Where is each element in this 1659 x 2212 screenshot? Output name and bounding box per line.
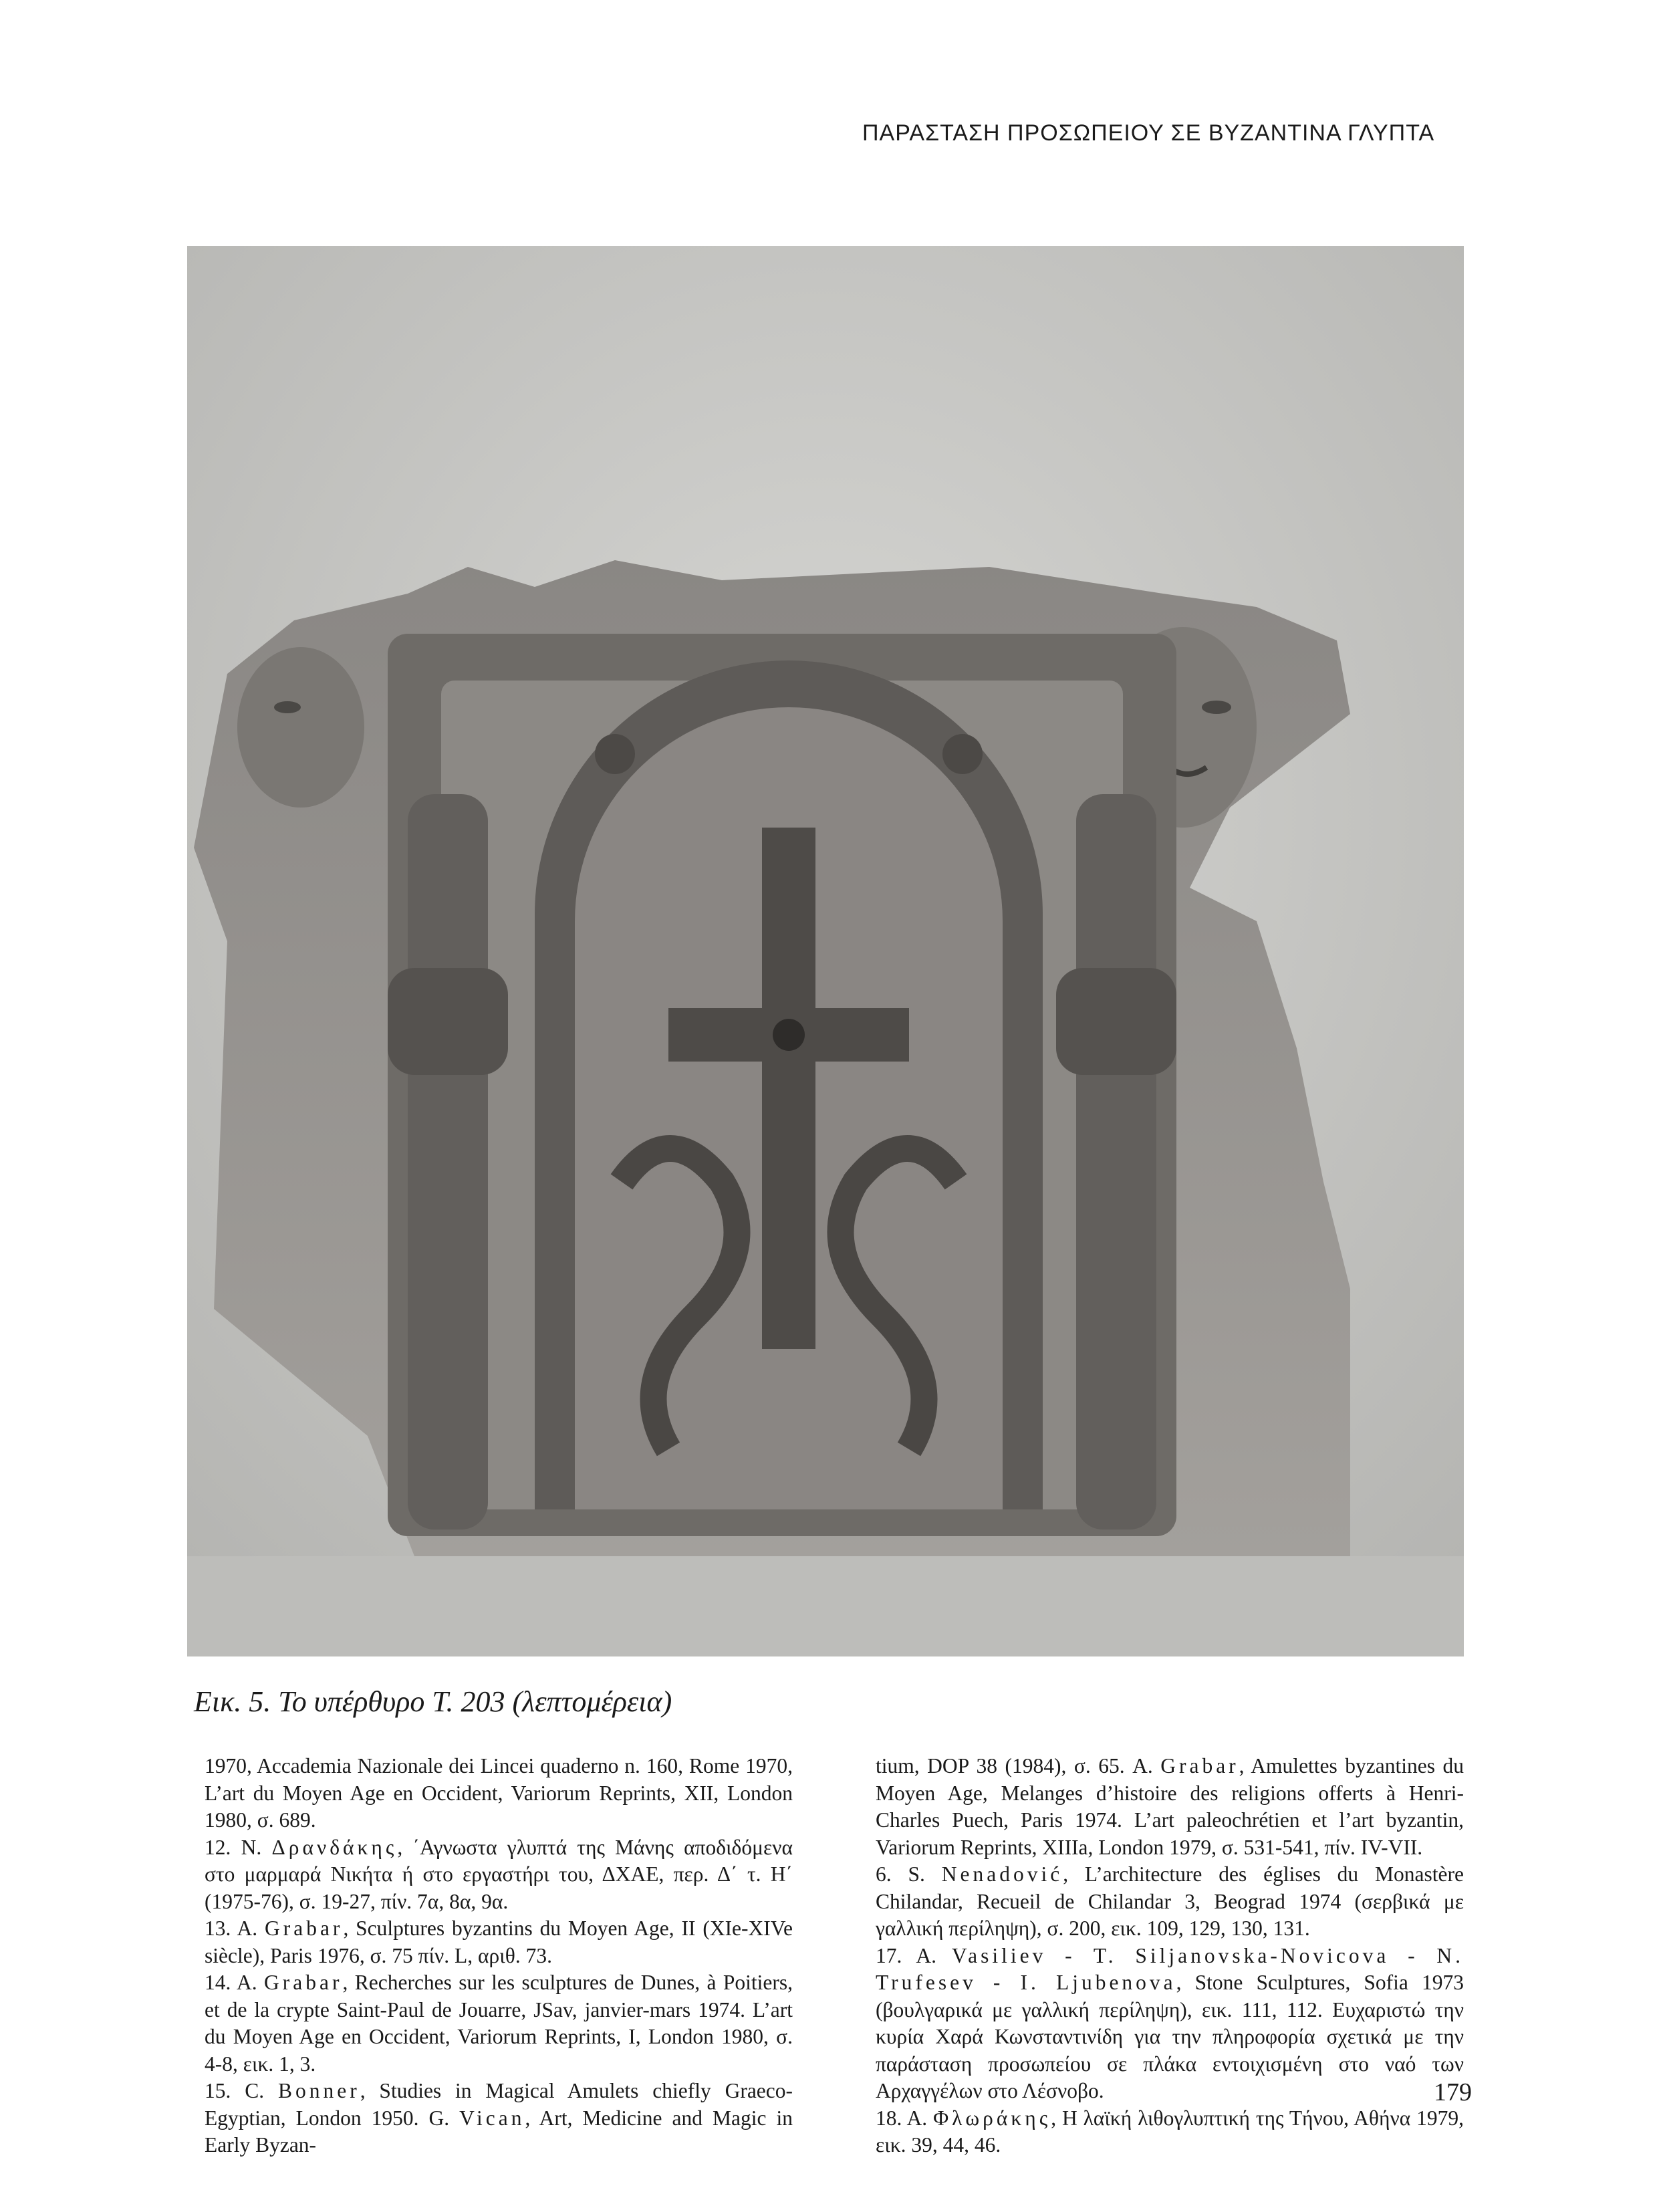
- footnotes-right-column: [876, 1753, 1464, 2159]
- footnote-item: 17. A. Vasiliev - T. Siljanovska-Novicova - N. Trufesev - I. Ljubenova, Stone Sculptures, Sofia 1973 (βουλγαρικά με γαλλική περίληψη), εικ. 111, 112. Ευχαριστώ την κυρία Χαρά Κωνσταντινίδη για την πληροφορία σχετικά με την παράσταση προσωπείου σε πλάκα εντοιχισμένη στο ναό των Αρχαγγέλων στο Λέσνοβο.: [876, 1943, 1464, 2102]
- footnote-item: 18. A. Φλωράκης, Η λαϊκή λιθογλυπτική της Τήνου, Αθήνα 1979, εικ. 39, 44, 46.: [876, 2106, 1464, 2157]
- footnote-item: 12. N. Δρανδάκης, ΄Αγνωστα γλυπτά της Μάνης αποδιδόμενα στο μαρμαρά Νικήτα ή στο εργαστήρι του, ΔΧΑΕ, περ. Δ΄ τ. Η΄ (1975-76), σ. 19-27, πίν. 7α, 8α, 9α.: [205, 1835, 793, 1913]
- running-title: ΠΑΡΑΣΤΑΣΗ ΠΡΟΣΩΠΕΙΟΥ ΣΕ ΒΥΖΑΝΤΙΝΑ ΓΛΥΠΤΑ: [862, 120, 1435, 146]
- footnotes-left-column: [205, 1753, 793, 2159]
- footnote-item: 13. A. Grabar, Sculptures byzantins du Moyen Age, II (XIe-XIVe siècle), Paris 1976, σ. 75 πίν. L, αριθ. 73.: [205, 1917, 793, 1967]
- footnote-item: tium, DOP 38 (1984), σ. 65. A. Grabar, Amulettes byzantines du Moyen Age, Melanges d’histoire des religions offerts à Henri-Charles Puech, Paris 1974. L’art paleochrétien et l’art byzantin, Variorum Reprints, XIIIa, London 1979, σ. 531-541, πίν. IV-VII.: [876, 1754, 1464, 1859]
- footnote-item: 14. A. Grabar, Recherches sur les sculptures de Dunes, à Poitiers, et de la crypte Saint-Paul de Jouarre, JSav, janvier-mars 1974. L’art du Moyen Age en Occident, Variorum Reprints, I, London 1980, σ. 4-8, εικ. 1, 3.: [205, 1971, 793, 2076]
- figure-caption: Εικ. 5. Το υπέρθυρο Τ. 203 (λεπτομέρεια): [194, 1685, 672, 1718]
- figure-photograph-lintel: [187, 246, 1464, 1656]
- page-number: 179: [1434, 2078, 1472, 2106]
- footnote-item: 1970, Accademia Nazionale dei Lincei quaderno n. 160, Rome 1970, L’art du Moyen Age en Occident, Variorum Reprints, XII, London 1980, σ. 689.: [205, 1754, 793, 1832]
- footnote-item: 6. S. Nenadović, L’architecture des églises du Monastère Chilandar, Recueil de Chilandar 3, Beograd 1974 (σερβικά με γαλλική περίληψη), σ. 200, εικ. 109, 129, 130, 131.: [876, 1862, 1464, 1940]
- footnote-item: 15. C. Bonner, Studies in Magical Amulets chiefly Graeco-Egyptian, London 1950. G. Vican, Art, Medicine and Magic in Early Byzan-: [205, 2079, 793, 2157]
